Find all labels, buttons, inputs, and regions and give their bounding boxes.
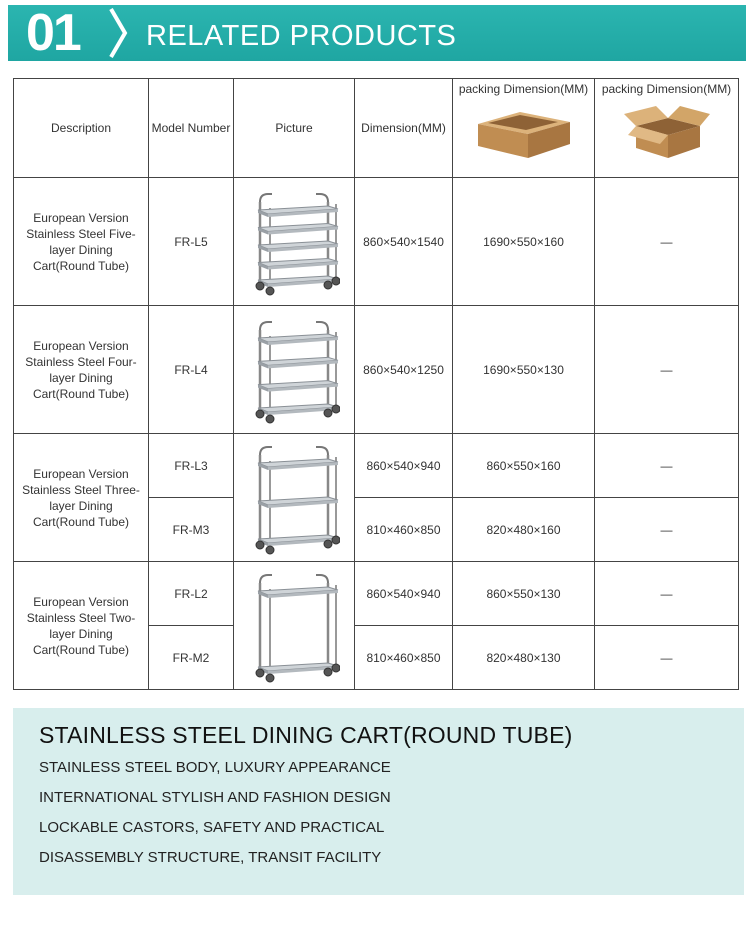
header-packing-label-2: packing Dimension(MM)	[601, 82, 732, 96]
dimension-value: 860×540×1250	[355, 306, 453, 434]
product-description: European Version Stainless Steel Two-layer Dining Cart(Round Tube)	[14, 562, 149, 690]
table-row	[14, 562, 739, 626]
open-cardboard-box-icon	[622, 102, 712, 160]
dining-cart-icon	[248, 439, 340, 557]
product-picture	[234, 562, 355, 690]
feature-panel	[13, 708, 744, 895]
model-number: FR-L4	[149, 306, 234, 434]
header-packing-dimension-1	[453, 79, 595, 178]
product-picture	[234, 306, 355, 434]
dining-cart-icon	[248, 567, 340, 685]
model-number: FR-L3	[149, 434, 234, 498]
product-picture	[234, 178, 355, 306]
dining-cart-icon	[248, 314, 340, 426]
packing-dimension-2-value: —	[595, 626, 739, 690]
header-packing-label-1: packing Dimension(MM)	[458, 82, 589, 96]
table-header-row	[14, 79, 739, 178]
dimension-value: 810×460×850	[355, 626, 453, 690]
table-row	[14, 434, 739, 498]
section-title: RELATED PRODUCTS	[146, 20, 457, 52]
model-number: FR-M3	[149, 498, 234, 562]
product-description: European Version Stainless Steel Three-layer Dining Cart(Round Tube)	[14, 434, 149, 562]
cardboard-box-icon	[474, 102, 574, 160]
dimension-value: 860×540×940	[355, 562, 453, 626]
chevron-right-icon	[108, 7, 130, 59]
packing-dimension-2-value: —	[595, 562, 739, 626]
header-picture: Picture	[234, 79, 355, 178]
feature-point: LOCKABLE CASTORS, SAFETY AND PRACTICAL	[39, 819, 385, 836]
product-spec-table	[13, 78, 739, 690]
packing-dimension-1-value: 820×480×160	[453, 498, 595, 562]
dimension-value: 860×540×1540	[355, 178, 453, 306]
model-number: FR-L2	[149, 562, 234, 626]
packing-dimension-1-value: 1690×550×130	[453, 306, 595, 434]
packing-dimension-1-value: 860×550×160	[453, 434, 595, 498]
packing-dimension-1-value: 1690×550×160	[453, 178, 595, 306]
dining-cart-icon	[248, 186, 340, 298]
packing-dimension-2-value: —	[595, 498, 739, 562]
packing-dimension-1-value: 820×480×130	[453, 626, 595, 690]
model-number: FR-L5	[149, 178, 234, 306]
feature-title: STAINLESS STEEL DINING CART(ROUND TUBE)	[39, 722, 573, 748]
header-packing-dimension-2	[595, 79, 739, 178]
table-row	[14, 178, 739, 306]
packing-dimension-1-value: 860×550×130	[453, 562, 595, 626]
header-description: Description	[14, 79, 149, 178]
section-number: 01	[26, 4, 80, 62]
product-picture	[234, 434, 355, 562]
dimension-value: 810×460×850	[355, 498, 453, 562]
feature-point: DISASSEMBLY STRUCTURE, TRANSIT FACILITY	[39, 849, 382, 866]
table-row	[14, 306, 739, 434]
packing-dimension-2-value: —	[595, 178, 739, 306]
product-description: European Version Stainless Steel Five-layer Dining Cart(Round Tube)	[14, 178, 149, 306]
header-model-number: Model Number	[149, 79, 234, 178]
section-header	[8, 5, 746, 61]
packing-dimension-2-value: —	[595, 434, 739, 498]
dimension-value: 860×540×940	[355, 434, 453, 498]
header-dimension: Dimension(MM)	[355, 79, 453, 178]
packing-dimension-2-value: —	[595, 306, 739, 434]
model-number: FR-M2	[149, 626, 234, 690]
feature-point: STAINLESS STEEL BODY, LUXURY APPEARANCE	[39, 759, 391, 776]
feature-point: INTERNATIONAL STYLISH AND FASHION DESIGN	[39, 789, 391, 806]
product-description: European Version Stainless Steel Four-layer Dining Cart(Round Tube)	[14, 306, 149, 434]
